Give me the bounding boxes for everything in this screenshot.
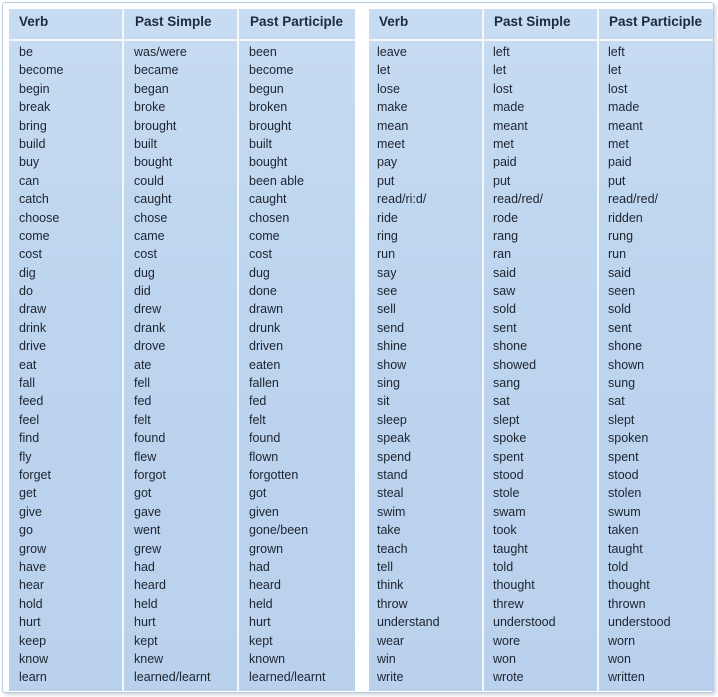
- past-participle-cell: been: [249, 45, 277, 59]
- past-simple-cell: began: [134, 81, 169, 96]
- verb-cell: tell: [377, 559, 393, 574]
- past-simple-cell: rang: [493, 228, 519, 243]
- past-participle-cell: taught: [608, 541, 643, 556]
- past-simple-cell: sang: [493, 376, 521, 391]
- past-simple-cell: sat: [493, 394, 510, 409]
- past-participle-cell: made: [608, 100, 640, 115]
- past-participle-cell: hurt: [249, 615, 271, 630]
- past-simple-cell: had: [134, 559, 155, 574]
- past-participle-cell: drawn: [249, 302, 284, 317]
- past-simple-cell: spoke: [493, 431, 527, 446]
- past-participle-cell: got: [249, 486, 267, 501]
- verb-cell: find: [19, 431, 40, 446]
- past-participle-cell: sent: [608, 320, 632, 335]
- past-simple-cell: saw: [493, 284, 516, 299]
- past-participle-cell: spent: [608, 449, 639, 464]
- verb-cell: shine: [377, 339, 407, 354]
- past-participle-cell: begun: [249, 81, 284, 96]
- verb-cell: drive: [19, 339, 47, 354]
- past-participle-cell: learned/learnt: [249, 670, 326, 685]
- past-participle-cell: eaten: [249, 357, 281, 372]
- past-participle-cell: come: [249, 228, 280, 243]
- verb-cell: show: [377, 357, 407, 372]
- past-participle-cell: cost: [249, 247, 272, 262]
- verb-cell: spend: [377, 449, 412, 464]
- past-simple-cell: heard: [134, 578, 166, 593]
- past-simple-cell: dug: [134, 265, 155, 280]
- past-participle-cell: sung: [608, 376, 636, 391]
- past-participle-cell: swum: [608, 504, 641, 519]
- past-participle-cell: met: [608, 136, 629, 151]
- column-divider: [597, 9, 599, 691]
- verb-cell: have: [19, 559, 47, 574]
- column-past-simple: [493, 43, 556, 687]
- past-simple-cell: drank: [134, 320, 166, 335]
- verb-cell: eat: [19, 357, 37, 372]
- past-participle-cell: grown: [249, 541, 284, 556]
- past-participle-cell: gone/been: [249, 523, 309, 538]
- past-simple-cell: won: [493, 651, 516, 666]
- column-past-participle: [249, 43, 325, 687]
- past-simple-cell: built: [134, 136, 157, 151]
- past-simple-cell: thought: [493, 578, 535, 593]
- past-simple-cell: left: [493, 45, 510, 59]
- past-participle-cell: bought: [249, 155, 288, 170]
- past-simple-cell: felt: [134, 412, 151, 427]
- past-simple-cell: said: [493, 265, 516, 280]
- past-participle-cell: stood: [608, 467, 639, 482]
- past-participle-cell: found: [249, 431, 281, 446]
- past-simple-cell: made: [493, 100, 525, 115]
- verb-cell: steal: [377, 486, 404, 501]
- header-rule: [369, 39, 713, 41]
- past-participle-cell: said: [608, 265, 631, 280]
- verb-cell: grow: [19, 541, 47, 556]
- past-participle-cell: shone: [608, 339, 643, 354]
- document-frame: [2, 2, 714, 693]
- verb-cell: come: [19, 228, 50, 243]
- verb-cell: buy: [19, 155, 40, 170]
- past-participle-cell: caught: [249, 192, 287, 207]
- past-simple-cell: took: [493, 523, 517, 538]
- past-participle-cell: worn: [608, 633, 636, 648]
- past-simple-cell: slept: [493, 412, 520, 427]
- past-simple-cell: swam: [493, 504, 526, 519]
- past-simple-cell: found: [134, 431, 166, 446]
- past-simple-cell: wore: [493, 633, 521, 648]
- past-simple-cell: meant: [493, 118, 528, 133]
- verb-cell: let: [377, 63, 391, 78]
- verb-cell: build: [19, 136, 46, 151]
- verb-cell: ring: [377, 228, 398, 243]
- past-simple-cell: fed: [134, 394, 152, 409]
- past-participle-cell: thought: [608, 578, 650, 593]
- verb-cell: give: [19, 504, 42, 519]
- verb-cell: speak: [377, 431, 411, 446]
- verb-cell: choose: [19, 210, 60, 225]
- past-simple-cell: became: [134, 63, 179, 78]
- verb-cell: understand: [377, 615, 440, 630]
- verb-cell: think: [377, 578, 404, 593]
- verb-cell: take: [377, 523, 401, 538]
- past-simple-cell: forgot: [134, 467, 166, 482]
- verb-cell: catch: [19, 192, 49, 207]
- past-simple-cell: could: [134, 173, 164, 188]
- verb-cell: get: [19, 486, 37, 501]
- verb-cell: stand: [377, 467, 408, 482]
- verb-cell: hear: [19, 578, 45, 593]
- past-simple-cell: cost: [134, 247, 157, 262]
- verb-cell: sing: [377, 376, 400, 391]
- verb-cell: say: [377, 265, 397, 280]
- verb-cell: can: [19, 173, 40, 188]
- verb-cell: sleep: [377, 412, 407, 427]
- verb-cell: break: [19, 100, 51, 115]
- past-participle-cell: written: [608, 670, 645, 685]
- past-simple-cell: was/were: [134, 45, 187, 59]
- verb-cell: send: [377, 320, 405, 335]
- past-participle-cell: seen: [608, 284, 636, 299]
- past-participle-cell: held: [249, 596, 273, 611]
- column-past-simple: [134, 43, 210, 687]
- past-participle-cell: dug: [249, 265, 270, 280]
- past-simple-cell: sold: [493, 302, 516, 317]
- past-simple-cell: ate: [134, 357, 152, 372]
- verb-cell: do: [19, 284, 33, 299]
- past-simple-cell: taught: [493, 541, 528, 556]
- verb-cell: feel: [19, 412, 40, 427]
- verb-cell: see: [377, 284, 398, 299]
- verb-cell: hurt: [19, 615, 41, 630]
- past-participle-cell: known: [249, 651, 286, 666]
- past-participle-cell: told: [608, 559, 629, 574]
- past-simple-cell: drove: [134, 339, 166, 354]
- past-participle-cell: broken: [249, 100, 288, 115]
- past-simple-cell: gave: [134, 504, 162, 519]
- verb-cell: begin: [19, 81, 50, 96]
- past-participle-cell: built: [249, 136, 272, 151]
- past-participle-cell: kept: [249, 633, 273, 648]
- past-participle-cell: drunk: [249, 320, 281, 335]
- past-simple-cell: chose: [134, 210, 168, 225]
- past-simple-cell: knew: [134, 651, 164, 666]
- past-participle-cell: given: [249, 504, 279, 519]
- past-simple-cell: stole: [493, 486, 520, 501]
- verb-cell: teach: [377, 541, 408, 556]
- verb-cell: know: [19, 651, 49, 666]
- past-simple-cell: got: [134, 486, 152, 501]
- past-simple-cell: lost: [493, 81, 513, 96]
- past-simple-cell: stood: [493, 467, 524, 482]
- past-simple-cell: hurt: [134, 615, 156, 630]
- header-verb: Verb: [379, 14, 409, 29]
- past-participle-cell: paid: [608, 155, 632, 170]
- past-simple-cell: told: [493, 559, 514, 574]
- past-participle-cell: left: [608, 45, 625, 59]
- past-participle-cell: sat: [608, 394, 625, 409]
- past-simple-cell: wrote: [493, 670, 524, 685]
- past-simple-cell: paid: [493, 155, 517, 170]
- past-participle-cell: chosen: [249, 210, 290, 225]
- past-simple-cell: sent: [493, 320, 517, 335]
- verb-cell: run: [377, 247, 396, 262]
- verb-cell: cost: [19, 247, 42, 262]
- past-participle-cell: meant: [608, 118, 643, 133]
- past-participle-cell: sold: [608, 302, 631, 317]
- past-simple-cell: went: [134, 523, 161, 538]
- past-participle-cell: been able: [249, 173, 304, 188]
- verb-cell: win: [377, 651, 396, 666]
- past-simple-cell: learned/learnt: [134, 670, 211, 685]
- verb-cell: bring: [19, 118, 47, 133]
- past-simple-cell: put: [493, 173, 511, 188]
- past-simple-cell: kept: [134, 633, 158, 648]
- verb-cell: make: [377, 100, 408, 115]
- verb-cell: learn: [19, 670, 47, 685]
- past-participle-cell: slept: [608, 412, 635, 427]
- past-simple-cell: flew: [134, 449, 157, 464]
- verb-cell: draw: [19, 302, 47, 317]
- past-participle-cell: thrown: [608, 596, 646, 611]
- verb-cell: meet: [377, 136, 405, 151]
- past-participle-cell: understood: [608, 615, 671, 630]
- verb-cell: pay: [377, 155, 398, 170]
- verb-cell: put: [377, 173, 395, 188]
- past-simple-cell: spent: [493, 449, 524, 464]
- column-divider: [237, 9, 239, 691]
- verb-cell: sit: [377, 394, 390, 409]
- verb-cell: forget: [19, 467, 51, 482]
- past-participle-cell: spoken: [608, 431, 649, 446]
- past-simple-cell: shone: [493, 339, 528, 354]
- past-participle-cell: brought: [249, 118, 292, 133]
- past-participle-cell: become: [249, 63, 294, 78]
- header-past-participle: Past Participle: [250, 14, 344, 29]
- past-participle-cell: felt: [249, 412, 266, 427]
- header-past-simple: Past Simple: [494, 14, 571, 29]
- past-simple-cell: broke: [134, 100, 166, 115]
- header-verb: Verb: [19, 14, 49, 29]
- verb-cell: fall: [19, 376, 35, 391]
- verb-cell: lose: [377, 81, 400, 96]
- past-simple-cell: drew: [134, 302, 162, 317]
- past-participle-cell: done: [249, 284, 277, 299]
- past-simple-cell: did: [134, 284, 151, 299]
- verb-cell: drink: [19, 320, 47, 335]
- verb-cell: hold: [19, 596, 43, 611]
- past-simple-cell: read/red/: [493, 192, 544, 207]
- verb-cell: become: [19, 63, 64, 78]
- verb-cell: sell: [377, 302, 396, 317]
- past-participle-cell: had: [249, 559, 270, 574]
- past-participle-cell: lost: [608, 81, 628, 96]
- past-simple-cell: grew: [134, 541, 162, 556]
- past-simple-cell: bought: [134, 155, 173, 170]
- past-simple-cell: fell: [134, 376, 150, 391]
- past-participle-cell: fed: [249, 394, 267, 409]
- past-simple-cell: came: [134, 228, 165, 243]
- verb-cell: dig: [19, 265, 36, 280]
- header-past-participle: Past Participle: [609, 14, 703, 29]
- past-participle-cell: shown: [608, 357, 645, 372]
- column-divider: [122, 9, 124, 691]
- past-participle-cell: won: [608, 651, 631, 666]
- verb-table-right: [369, 9, 713, 691]
- past-participle-cell: put: [608, 173, 626, 188]
- past-participle-cell: let: [608, 63, 622, 78]
- past-participle-cell: ridden: [608, 210, 643, 225]
- past-participle-cell: fallen: [249, 376, 279, 391]
- past-simple-cell: caught: [134, 192, 172, 207]
- verb-cell: ride: [377, 210, 398, 225]
- verb-cell: fly: [19, 449, 32, 464]
- past-simple-cell: understood: [493, 615, 556, 630]
- past-participle-cell: forgotten: [249, 467, 299, 482]
- verb-cell: mean: [377, 118, 409, 133]
- verb-cell: keep: [19, 633, 47, 648]
- column-past-participle: [608, 43, 671, 687]
- past-simple-cell: rode: [493, 210, 519, 225]
- past-participle-cell: rung: [608, 228, 634, 243]
- past-simple-cell: showed: [493, 357, 537, 372]
- past-simple-cell: let: [493, 63, 507, 78]
- column-divider: [482, 9, 484, 691]
- past-simple-cell: brought: [134, 118, 177, 133]
- past-simple-cell: held: [134, 596, 158, 611]
- verb-cell: go: [19, 523, 33, 538]
- past-participle-cell: read/red/: [608, 192, 659, 207]
- column-verb: [19, 43, 63, 687]
- verb-cell: wear: [377, 633, 405, 648]
- verb-cell: throw: [377, 596, 408, 611]
- past-participle-cell: driven: [249, 339, 284, 354]
- verb-cell: write: [377, 670, 404, 685]
- past-simple-cell: met: [493, 136, 514, 151]
- past-simple-cell: threw: [493, 596, 524, 611]
- header-rule: [9, 39, 355, 41]
- past-simple-cell: ran: [493, 247, 512, 262]
- verb-cell: feed: [19, 394, 44, 409]
- past-participle-cell: stolen: [608, 486, 642, 501]
- verb-cell: be: [19, 45, 33, 59]
- verb-cell: leave: [377, 45, 407, 59]
- header-past-simple: Past Simple: [135, 14, 212, 29]
- past-participle-cell: heard: [249, 578, 281, 593]
- past-participle-cell: run: [608, 247, 627, 262]
- past-participle-cell: taken: [608, 523, 639, 538]
- verb-table-left: [9, 9, 355, 691]
- column-verb: [377, 43, 440, 687]
- verb-cell: read/ri:d/: [377, 192, 427, 207]
- verb-cell: swim: [377, 504, 406, 519]
- past-participle-cell: flown: [249, 449, 279, 464]
